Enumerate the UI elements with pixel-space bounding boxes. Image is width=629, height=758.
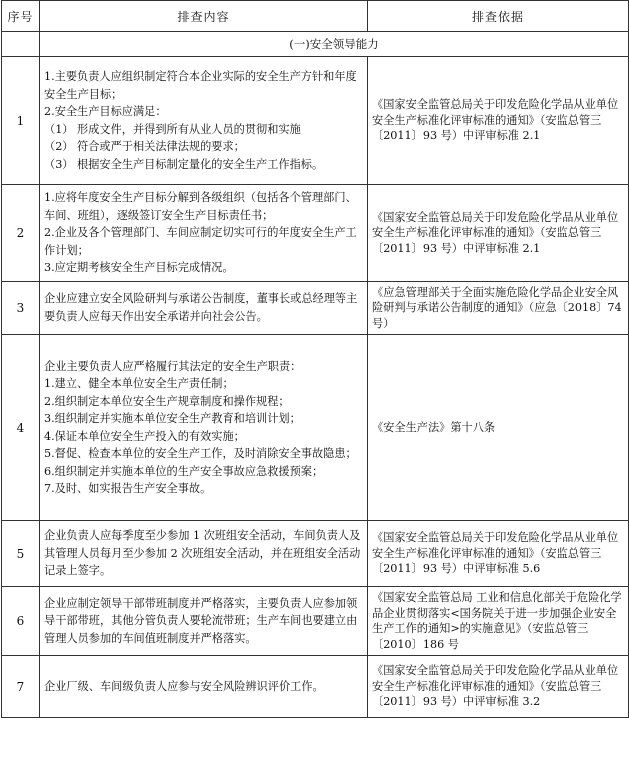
row-number: 5 <box>2 521 40 587</box>
row-number: 2 <box>2 185 40 282</box>
row-basis: 《应急管理部关于全面实施危险化学品企业安全风险研判与承诺公告制度的通知》（应急〔2018〕74 号） <box>368 281 629 335</box>
content-line: 企业厂级、车间级负责人应参与安全风险辨识评价工作。 <box>44 679 324 693</box>
header-content: 排查内容 <box>40 1 368 32</box>
row-content <box>40 185 368 282</box>
row-basis: 《国家安全监管总局关于印发危险化学品从业单位安全生产标准化评审标准的通知》（安监总管三〔2011〕93 号）中评审标准 3.2 <box>368 656 629 718</box>
row-basis: 《国家安全监管总局关于印发危险化学品从业单位安全生产标准化评审标准的通知》（安监总管三〔2011〕93 号）中评审标准 2.1 <box>368 57 629 185</box>
content-line: 5.督促、检查本单位的安全生产工作，及时消除安全事故隐患； <box>44 447 357 460</box>
content-line: 1.主要负责人应组织制定符合本企业实际的安全生产方针和年度安全生产目标； <box>44 70 357 101</box>
row-content <box>40 57 368 185</box>
header-no: 序号 <box>2 1 40 32</box>
row-content <box>40 656 368 718</box>
content-line: 2.企业及各个管理部门、车间应制定切实可行的年度安全生产工作计划； <box>44 226 357 257</box>
row-basis: 《安全生产法》第十八条 <box>368 335 629 521</box>
content-line: 企业应建立安全风险研判与承诺公告制度，董事长或总经理等主要负责人应每天作出安全承诺并向社会公告。 <box>44 292 358 323</box>
content-line: （1） 形成文件，并得到所有从业人员的贯彻和实施 <box>44 122 301 136</box>
content-line: 企业主要负责人应严格履行其法定的安全生产职责： <box>44 359 302 373</box>
row-number: 3 <box>2 281 40 335</box>
row-basis: 《国家安全监管总局关于印发危险化学品从业单位安全生产标准化评审标准的通知》（安监总管三〔2011〕93 号）中评审标准 5.6 <box>368 521 629 587</box>
content-line: （2） 符合或严于相关法律法规的要求； <box>44 140 245 153</box>
row-number: 4 <box>2 335 40 521</box>
table-row <box>2 656 629 718</box>
section-spacer <box>2 32 40 57</box>
table-row <box>2 185 629 282</box>
row-content <box>40 587 368 656</box>
content-line: 3.应定期考核安全生产目标完成情况。 <box>44 261 234 274</box>
content-line: 6.组织制定并实施本单位的生产安全事故应急救援预案； <box>44 464 324 478</box>
row-number: 1 <box>2 57 40 185</box>
content-line: 企业应制定领导干部带班制度并严格落实，主要负责人应参加领导干部带班，其他分管负责人要轮流带班；生产车间也要建立由管理人员参加的车间值班制度并严格落实。 <box>44 596 358 645</box>
table-row <box>2 521 629 587</box>
row-basis: 《国家安全监管总局关于印发危险化学品从业单位安全生产标准化评审标准的通知》（安监总管三〔2011〕93 号）中评审标准 2.1 <box>368 185 629 282</box>
row-number: 6 <box>2 587 40 656</box>
row-content <box>40 281 368 335</box>
table-row <box>2 281 629 335</box>
row-basis: 《国家安全监管总局 工业和信息化部关于危险化学品企业贯彻落实<国务院关于进一步加强企业安全生产工作的通知>的实施意见》（安监总管三〔2010〕186 号 <box>368 587 629 656</box>
content-line: 2.组织制定本单位安全生产规章制度和操作规程； <box>44 394 290 408</box>
row-number: 7 <box>2 656 40 718</box>
table-row <box>2 335 629 521</box>
table-row <box>2 57 629 185</box>
section-title: (一)安全领导能力 <box>40 32 629 57</box>
content-line: 1.建立、健全本单位安全生产责任制； <box>44 377 234 390</box>
content-line: 企业负责人应每季度至少参加 1 次班组安全活动，车间负责人及其管理人员每月至少参加 2 次班组安全活动，并在班组安全活动记录上签字。 <box>44 529 361 578</box>
content-line: （3） 根据安全生产目标制定量化的安全生产工作指标。 <box>44 157 324 171</box>
content-line: 7.及时、如实报告生产安全事故。 <box>44 482 212 495</box>
content-line: 2.安全生产目标应满足： <box>44 105 167 118</box>
table-header-row <box>2 1 629 32</box>
header-basis: 排查依据 <box>368 1 629 32</box>
section-row <box>2 32 629 57</box>
row-content <box>40 335 368 521</box>
row-content <box>40 521 368 587</box>
document-page <box>1 0 628 756</box>
content-line: 1.应将年度安全生产目标分解到各级组织（包括各个管理部门、车间、班组），逐级签订安全生产目标责任书； <box>44 191 357 222</box>
content-line: 4.保证本单位安全生产投入的有效实施； <box>44 429 245 443</box>
inspection-table <box>1 0 629 718</box>
content-line: 3.组织制定并实施本单位安全生产教育和培训计划； <box>44 412 301 425</box>
table-row <box>2 587 629 656</box>
